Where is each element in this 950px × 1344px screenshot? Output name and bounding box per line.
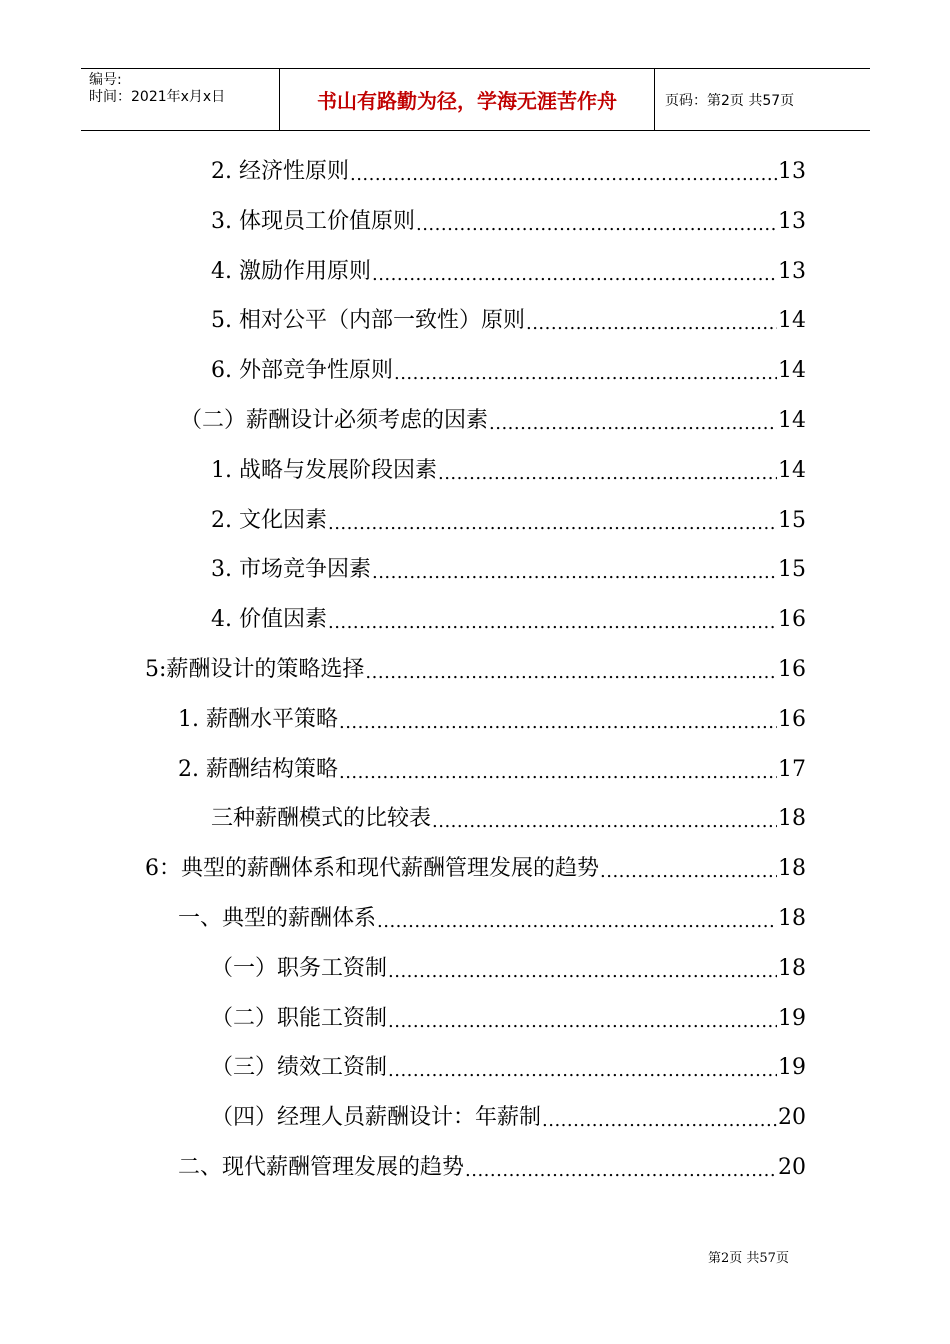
toc-entry[interactable] bbox=[178, 755, 806, 785]
toc-entry-title: 2. 薪酬结构策略 bbox=[178, 756, 338, 782]
toc-entry[interactable] bbox=[211, 456, 806, 486]
toc-entry-page: 20 bbox=[778, 1155, 806, 1180]
toc-leader-dots bbox=[394, 362, 777, 386]
toc-entry[interactable] bbox=[211, 804, 806, 834]
toc-entry-page: 14 bbox=[778, 308, 806, 334]
toc-entry-page: 19 bbox=[778, 1005, 806, 1031]
toc-entry-page: 18 bbox=[778, 955, 806, 981]
toc-leader-dots bbox=[432, 810, 777, 834]
toc-entry[interactable] bbox=[178, 1153, 806, 1183]
toc-entry-page: 13 bbox=[778, 159, 806, 184]
toc-entry-title: 1. 薪酬水平策略 bbox=[178, 706, 338, 732]
toc-entry-title: （二）薪酬设计必须考虑的因素 bbox=[180, 408, 489, 433]
toc-entry[interactable] bbox=[211, 555, 806, 585]
toc-entry-page: 18 bbox=[778, 906, 806, 931]
header-number-label: 编号: bbox=[89, 72, 122, 88]
toc-leader-dots bbox=[372, 561, 777, 585]
toc-entry-title: （四）经理人员薪酬设计：年薪制 bbox=[211, 1105, 542, 1131]
toc-leader-dots bbox=[372, 263, 777, 287]
toc-entry-title: 3. 体现员工价值原则 bbox=[211, 208, 415, 234]
toc-leader-dots bbox=[339, 711, 777, 735]
toc-entry-page: 19 bbox=[778, 1055, 806, 1081]
toc-entry-title: （三）绩效工资制 bbox=[211, 1055, 388, 1081]
toc-entry-title: 5. 相对公平（内部一致性）原则 bbox=[211, 308, 525, 334]
toc-entry-title: 4. 激励作用原则 bbox=[211, 258, 371, 284]
toc-entry[interactable] bbox=[211, 257, 806, 287]
toc-entry-page: 16 bbox=[778, 607, 806, 633]
toc-entry[interactable] bbox=[211, 506, 806, 536]
toc-leader-dots bbox=[489, 412, 777, 436]
toc-leader-dots bbox=[377, 910, 777, 934]
toc-entry-page: 16 bbox=[778, 706, 806, 732]
toc-leader-dots bbox=[350, 163, 777, 187]
toc-entry-page: 18 bbox=[778, 856, 806, 882]
toc-leader-dots bbox=[388, 960, 777, 984]
toc-entry-page: 15 bbox=[778, 507, 806, 533]
toc-leader-dots bbox=[465, 1159, 777, 1183]
toc-leader-dots bbox=[600, 860, 777, 884]
toc-entry[interactable] bbox=[180, 406, 806, 436]
toc-entry-page: 17 bbox=[778, 756, 806, 782]
toc-entry-page: 20 bbox=[778, 1105, 806, 1131]
toc-entry[interactable] bbox=[211, 605, 806, 635]
toc-entry-page: 14 bbox=[778, 408, 806, 433]
page-footer: 第2页 共57页 bbox=[708, 1251, 789, 1266]
toc-entry-title: 三种薪酬模式的比较表 bbox=[211, 806, 432, 832]
toc-entry[interactable] bbox=[211, 1103, 806, 1133]
page-header bbox=[81, 68, 870, 131]
toc-entry-page: 14 bbox=[778, 358, 806, 384]
toc-entry[interactable] bbox=[211, 356, 806, 386]
toc-entry-title: 3. 市场竞争因素 bbox=[211, 557, 371, 583]
toc-entry-title: 6：典型的薪酬体系和现代薪酬管理发展的趋势 bbox=[145, 856, 599, 882]
toc-leader-dots bbox=[416, 213, 777, 237]
header-meta bbox=[81, 69, 280, 130]
toc-leader-dots bbox=[328, 611, 777, 635]
toc-entry-title: 一、典型的薪酬体系 bbox=[178, 906, 377, 931]
toc-entry-title: 6. 外部竞争性原则 bbox=[211, 358, 393, 384]
toc-entry[interactable] bbox=[178, 705, 806, 735]
toc-leader-dots bbox=[388, 1059, 777, 1083]
toc-entry-page: 13 bbox=[778, 258, 806, 284]
toc-entry-title: （一）职务工资制 bbox=[211, 955, 388, 981]
toc-leader-dots bbox=[542, 1109, 777, 1133]
toc-entry-title: 2. 文化因素 bbox=[211, 507, 327, 533]
toc-leader-dots bbox=[365, 661, 777, 685]
toc-leader-dots bbox=[328, 512, 777, 536]
toc-entry[interactable] bbox=[211, 1053, 806, 1083]
toc-entry-page: 15 bbox=[778, 557, 806, 583]
toc-entry[interactable] bbox=[211, 157, 806, 187]
toc-entry[interactable] bbox=[211, 954, 806, 984]
toc-entry-page: 16 bbox=[778, 657, 806, 682]
toc-entry[interactable] bbox=[211, 1004, 806, 1034]
toc-entry-page: 14 bbox=[778, 457, 806, 483]
header-motto: 书山有路勤为径，学海无涯苦作舟 bbox=[280, 69, 655, 130]
toc-entry[interactable] bbox=[211, 306, 806, 336]
toc-entry[interactable] bbox=[178, 904, 806, 934]
toc-leader-dots bbox=[526, 312, 777, 336]
toc-entry-title: 二、现代薪酬管理发展的趋势 bbox=[178, 1155, 465, 1180]
toc-leader-dots bbox=[438, 462, 777, 486]
toc-entry-page: 13 bbox=[778, 208, 806, 234]
toc-entry-title: 2. 经济性原则 bbox=[211, 159, 349, 184]
toc-entry[interactable] bbox=[211, 207, 806, 237]
toc-entry[interactable] bbox=[145, 655, 806, 685]
header-page-label: 页码：第2页 共57页 bbox=[665, 92, 795, 109]
toc-entry-title: 4. 价值因素 bbox=[211, 607, 327, 633]
toc-entry[interactable] bbox=[145, 854, 806, 884]
toc-leader-dots bbox=[339, 761, 777, 785]
toc-entry-title: （二）职能工资制 bbox=[211, 1005, 388, 1031]
header-time-label: 时间：2021年x月x日 bbox=[89, 89, 226, 105]
toc-leader-dots bbox=[388, 1010, 777, 1034]
toc-entry-title: 5:薪酬设计的策略选择 bbox=[145, 657, 365, 682]
toc-entry-title: 1. 战略与发展阶段因素 bbox=[211, 457, 437, 483]
toc-entry-page: 18 bbox=[778, 806, 806, 832]
